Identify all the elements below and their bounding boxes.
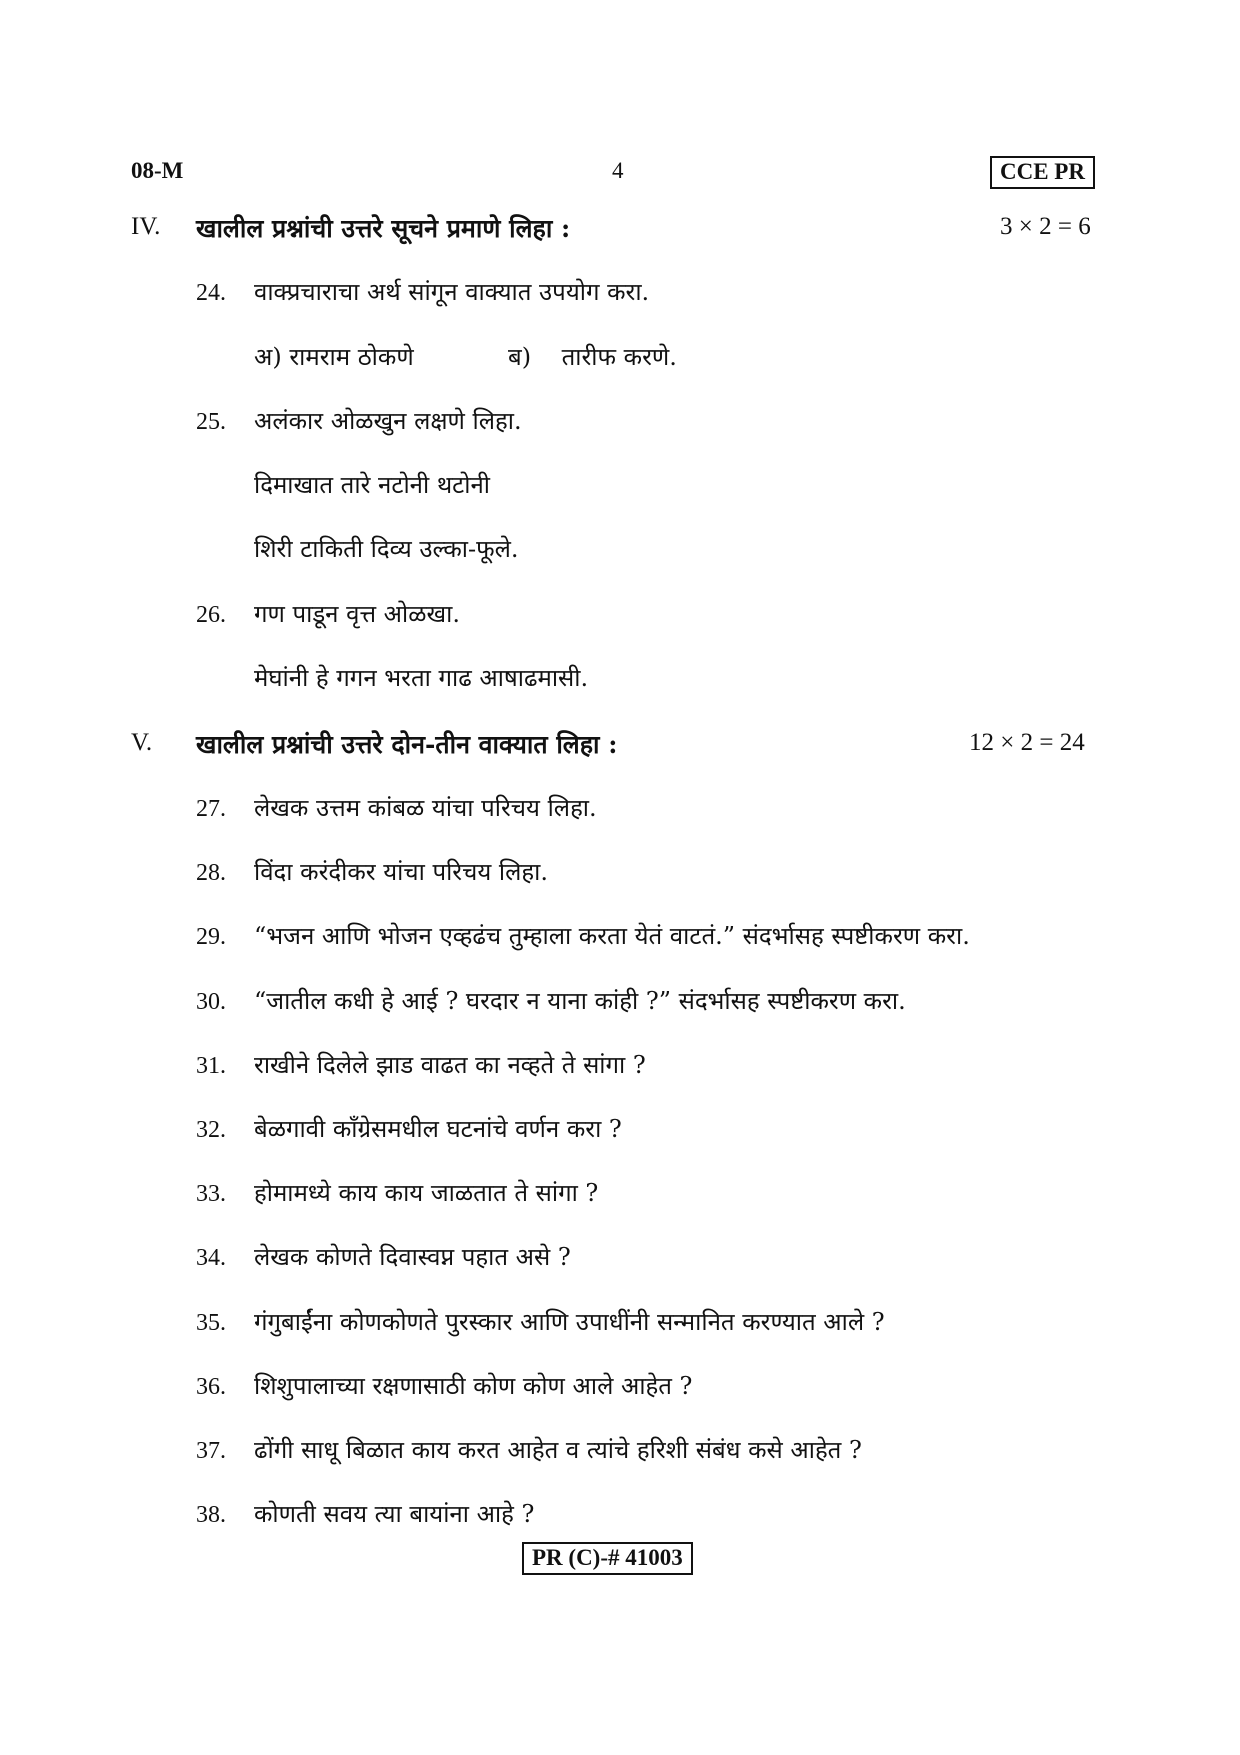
- question-number: 28.: [196, 860, 226, 886]
- section-iv-marks: 3 × 2 = 6: [1000, 213, 1091, 240]
- question-number: 38.: [196, 1502, 226, 1528]
- question-34: [196, 1240, 571, 1273]
- section-v-marks: 12 × 2 = 24: [969, 729, 1085, 756]
- question-31: [196, 1048, 646, 1081]
- question-number: 30.: [196, 989, 226, 1015]
- page-number: 4: [612, 158, 624, 183]
- question-24: [196, 275, 649, 308]
- q24-option-a: अ) रामराम ठोकणे: [254, 343, 414, 371]
- question-number: 27.: [196, 796, 226, 822]
- question-text: “भजन आणि भोजन एव्हढंच तुम्हाला करता येतं वाटतं.” संदर्भासह स्पष्टीकरण करा.: [254, 922, 970, 950]
- question-36: [196, 1369, 692, 1402]
- question-number: 26.: [196, 602, 226, 628]
- question-text: लेखक उत्तम कांबळ यांचा परिचय लिहा.: [254, 794, 597, 822]
- question-number: 35.: [196, 1310, 226, 1336]
- section-iv-title: खालील प्रश्नांची उत्तरे सूचने प्रमाणे लिहा :: [196, 214, 571, 243]
- question-29: [196, 919, 970, 952]
- question-text: गण पाडून वृत्त ओळखा.: [254, 600, 460, 628]
- q25-line-1: दिमाखात तारे नटोनी थटोनी: [254, 471, 491, 499]
- q24-option-b: ब) तारीफ करणे.: [508, 343, 677, 371]
- question-text: बेळगावी कॉंग्रेसमधील घटनांचे वर्णन करा ?: [254, 1115, 622, 1143]
- question-27: [196, 791, 597, 824]
- question-33: [196, 1176, 598, 1209]
- question-text: विंदा करंदीकर यांचा परिचय लिहा.: [254, 858, 548, 886]
- question-number: 34.: [196, 1245, 226, 1271]
- question-number: 36.: [196, 1374, 226, 1400]
- question-35: [196, 1305, 885, 1338]
- q25-line-2: शिरी टाकिती दिव्य उल्का-फूले.: [254, 535, 519, 563]
- question-text: कोणती सवय त्या बायांना आहे ?: [254, 1500, 535, 1528]
- question-26: [196, 597, 460, 630]
- q26-line-1: मेघांनी हे गगन भरता गाढ आषाढमासी.: [254, 664, 589, 692]
- question-38: [196, 1497, 534, 1530]
- section-v-number: V.: [131, 729, 153, 756]
- question-text: “जातील कधी हे आई ? घरदार न याना कांही ?” संदर्भासह स्पष्टीकरण करा.: [254, 987, 906, 1015]
- question-text: राखीने दिलेले झाड वाढत का नव्हते ते सांगा ?: [254, 1051, 646, 1079]
- question-text: शिशुपालाच्या रक्षणासाठी कोण कोण आले आहेत ?: [254, 1372, 693, 1400]
- question-text: अलंकार ओळखुन लक्षणे लिहा.: [254, 407, 522, 435]
- section-v-title: खालील प्रश्नांची उत्तरे दोन-तीन वाक्यात लिहा :: [196, 730, 618, 759]
- question-number: 25.: [196, 409, 226, 435]
- paper-code: 08-M: [131, 158, 184, 183]
- question-number: 32.: [196, 1117, 226, 1143]
- question-number: 29.: [196, 924, 226, 950]
- question-text: वाक्प्रचाराचा अर्थ सांगून वाक्यात उपयोग करा.: [254, 278, 650, 306]
- question-number: 24.: [196, 280, 226, 306]
- question-text: लेखक कोणते दिवास्वप्न पहात असे ?: [254, 1243, 571, 1271]
- cce-pr-badge: CCE PR: [990, 156, 1095, 189]
- question-text: ढोंगी साधू बिळात काय करत आहेत व त्यांचे हरिशी संबंध कसे आहेत ?: [254, 1436, 862, 1464]
- section-iv-number: IV.: [131, 213, 161, 240]
- question-number: 37.: [196, 1438, 226, 1464]
- question-28: [196, 855, 548, 888]
- footer-code-badge: PR (C)-# 41003: [522, 1542, 693, 1575]
- question-30: [196, 984, 906, 1017]
- question-text: होमामध्ये काय काय जाळतात ते सांगा ?: [254, 1179, 599, 1207]
- question-32: [196, 1112, 622, 1145]
- question-37: [196, 1433, 862, 1466]
- question-number: 31.: [196, 1053, 226, 1079]
- question-25: [196, 404, 522, 437]
- question-text: गंगुबाईंना कोणकोणते पुरस्कार आणि उपाधींनी सन्मानित करण्यात आले ?: [254, 1308, 885, 1336]
- question-number: 33.: [196, 1181, 226, 1207]
